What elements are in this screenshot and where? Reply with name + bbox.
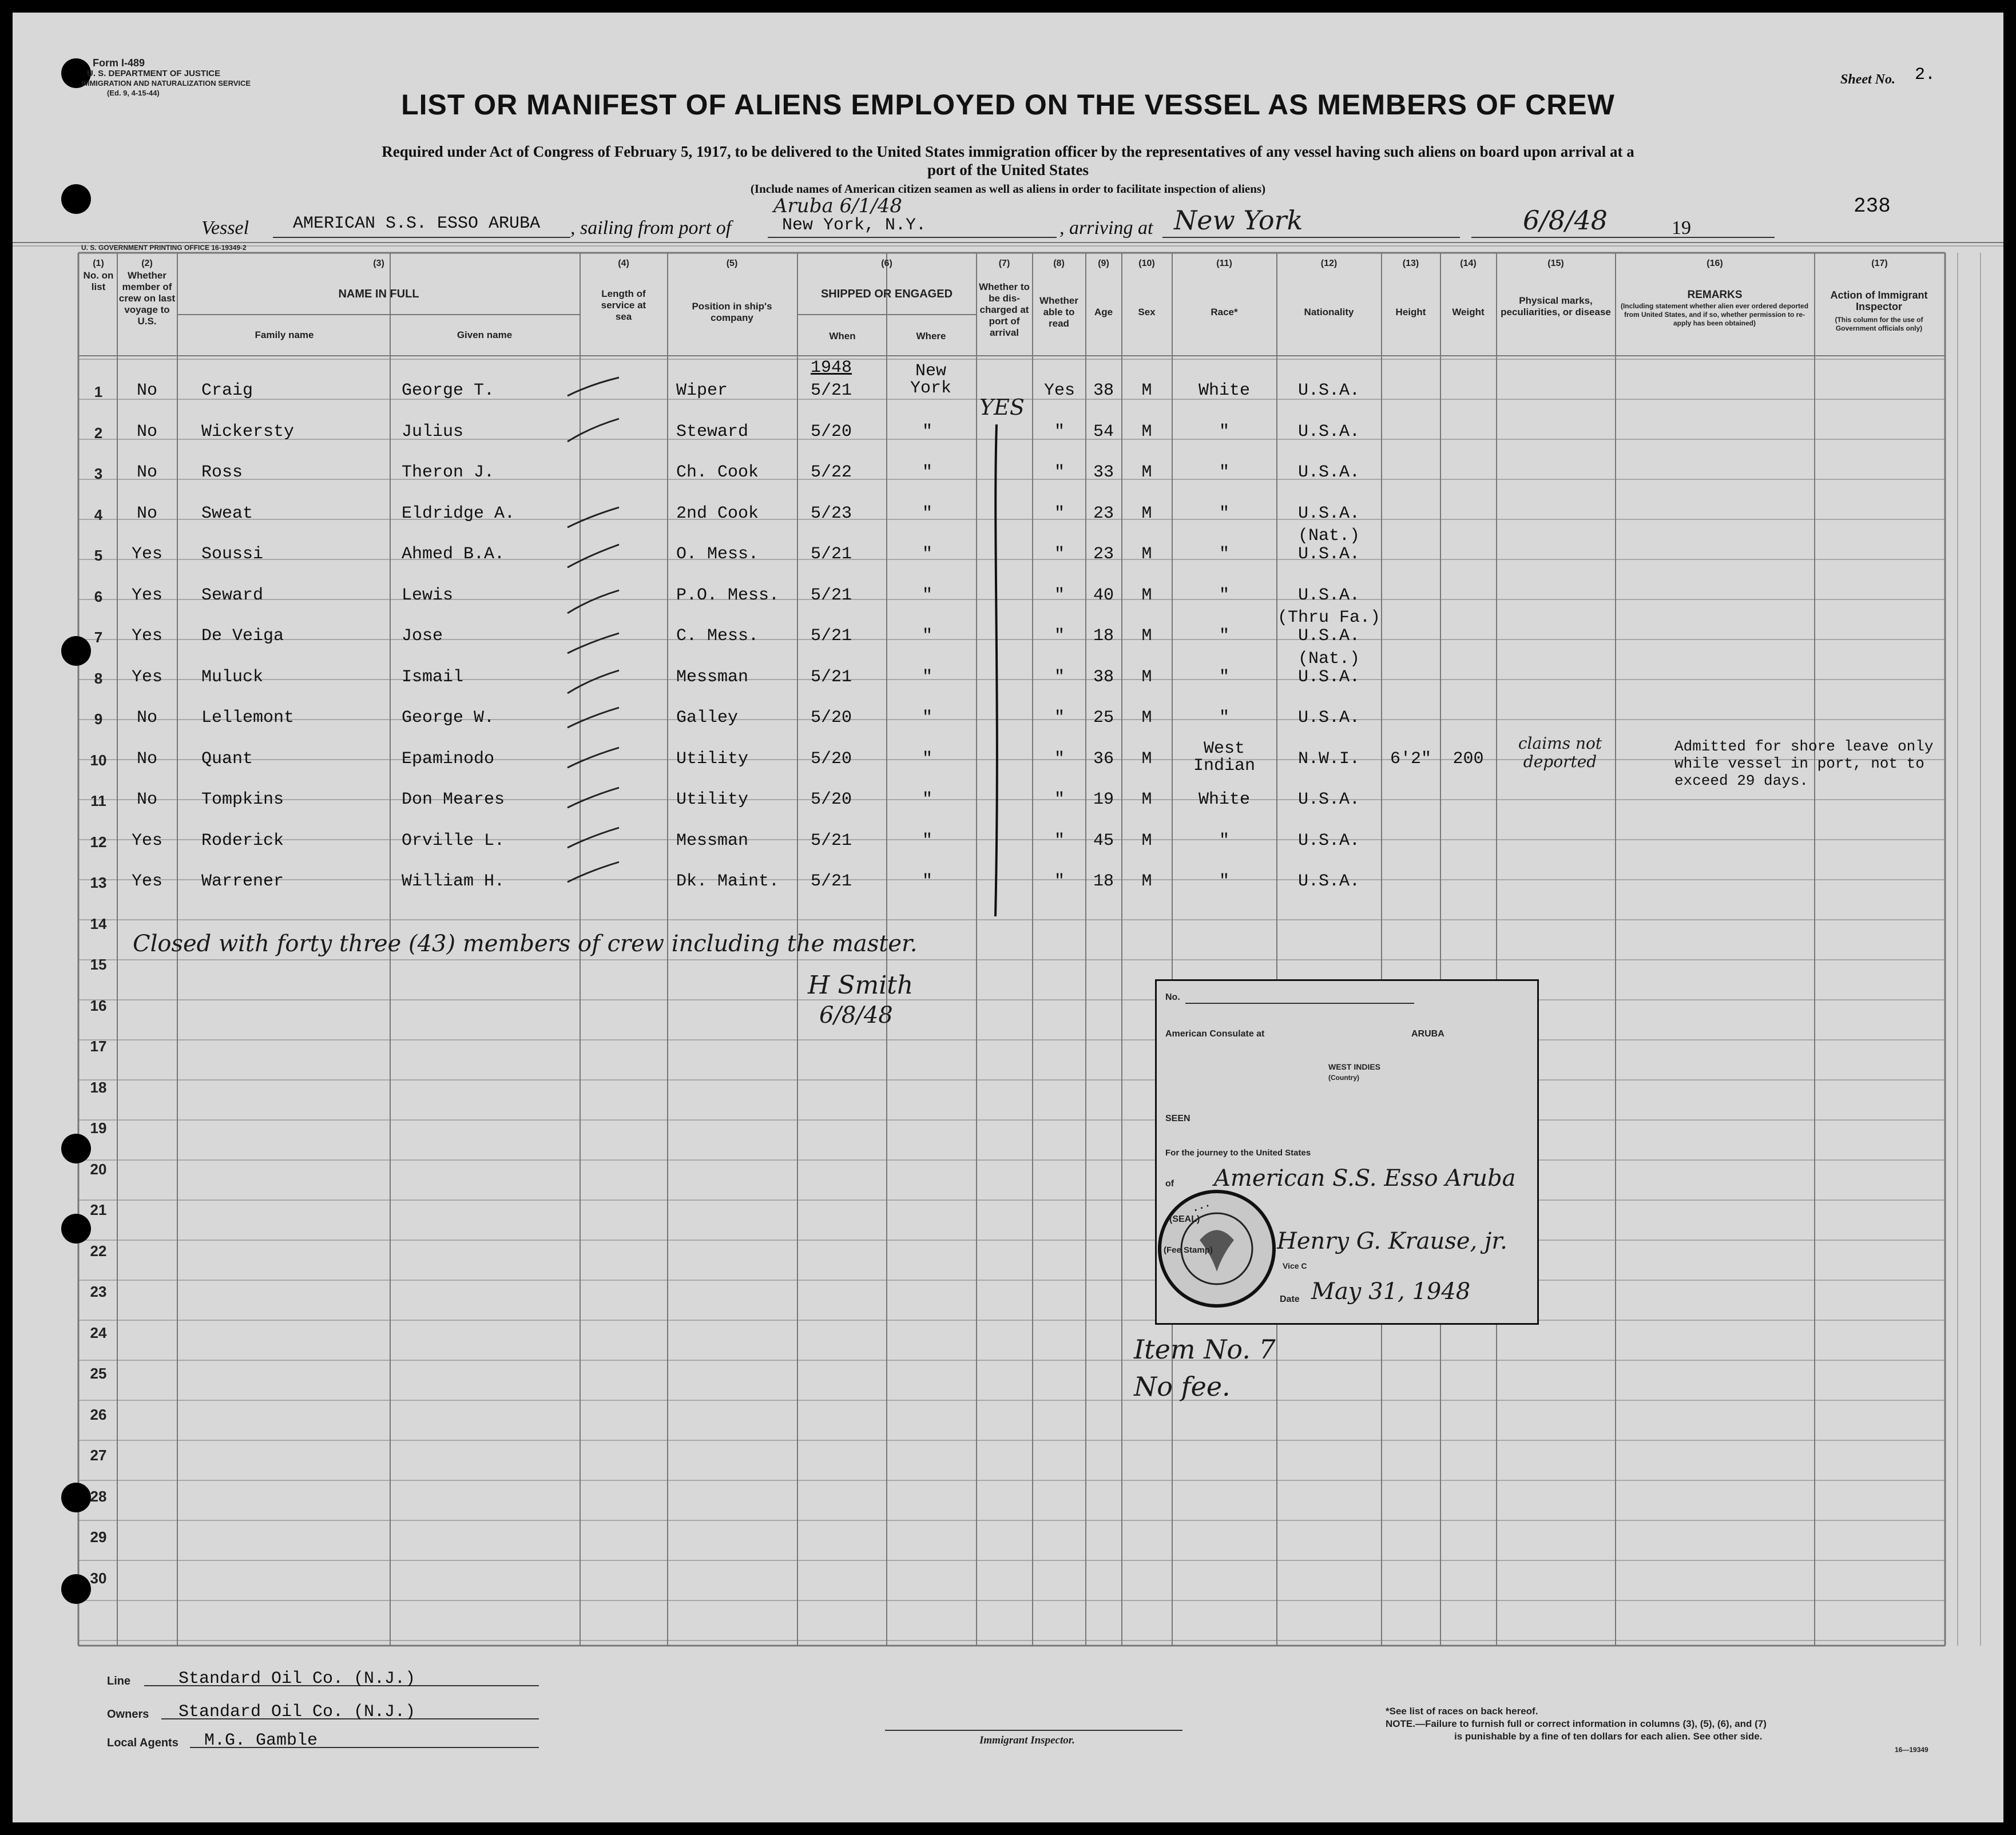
discharged-entry: YES: [979, 395, 1025, 420]
crew-no-4: 4: [94, 506, 103, 523]
row-number-27: 27: [90, 1447, 107, 1464]
crew-position-8: Messman: [676, 667, 749, 687]
subtitle-3: (Include names of American citizen seamen as well as aliens in order to facilitate inspection of aliens): [750, 182, 1266, 196]
footer-inspector-label: Immigrant Inspector.: [979, 1734, 1075, 1746]
crew-when-1: 5/21: [811, 381, 852, 400]
col-num-13: (13): [1402, 259, 1419, 268]
crew-last-13: Yes: [131, 872, 162, 891]
crew-where-ditto-7: ": [922, 626, 933, 646]
crew-race-12: ": [1219, 831, 1229, 851]
crew-given-2: Julius: [402, 422, 464, 442]
crew-race-11: White: [1198, 790, 1250, 809]
row-number-25: 25: [90, 1365, 107, 1382]
crew-when-2: 5/20: [811, 422, 852, 442]
col-head-name: NAME IN FULL: [338, 288, 419, 300]
crew-age-12: 45: [1093, 831, 1114, 851]
crew-nationality-5: U.S.A.: [1297, 545, 1360, 564]
stamp-seal-label: (SEAL): [1169, 1214, 1200, 1224]
crew-sex-4: M: [1141, 503, 1152, 523]
crew-last-7: Yes: [131, 626, 162, 646]
sailing-port: New York, N.Y.: [782, 216, 927, 235]
crew-where-ditto-5: ": [922, 545, 933, 564]
crew-position-7: C. Mess.: [676, 626, 759, 646]
crew-sex-6: M: [1141, 585, 1152, 605]
crew-where-ditto-4: ": [922, 503, 933, 523]
crew-nationality-4: U.S.A.: [1297, 503, 1360, 523]
manifest-sheet: [13, 13, 2003, 1822]
crew-family-11: Tompkins: [201, 790, 284, 809]
crew-family-4: Sweat: [201, 503, 253, 523]
footer-line-label: Line: [107, 1675, 131, 1687]
subtitle-2: port of the United States: [927, 161, 1089, 178]
crew-read-12: ": [1054, 831, 1065, 851]
stamp-country-label: (Country): [1328, 1074, 1359, 1082]
date-underline: [1471, 237, 1775, 238]
crew-nationality-12: U.S.A.: [1297, 831, 1360, 851]
col-head-discharged: Whether to be dis-charged at port of arrival: [979, 281, 1030, 338]
stamp-fee-label: (Fee Stamp): [1164, 1245, 1213, 1255]
page-number: 238: [1854, 194, 1891, 218]
crew-nat-note-8: (Nat.): [1297, 649, 1360, 669]
crew-given-12: Orville L.: [402, 831, 505, 851]
footer-agents-label: Local Agents: [107, 1737, 178, 1749]
stamp-journey: For the journey to the United States: [1165, 1148, 1311, 1158]
crew-sex-10: M: [1141, 749, 1152, 769]
crew-family-2: Wickersty: [201, 422, 295, 442]
stamp-vice-label: Vice C: [1283, 1261, 1307, 1270]
remarks-row-10: Admitted for shore leave only while vessel in port, not to exceed 29 days.: [1674, 738, 1934, 789]
col-head-nationality: Nationality: [1304, 307, 1354, 317]
row-number-14: 14: [90, 915, 107, 932]
crew-when-3: 5/22: [811, 463, 852, 482]
crew-position-3: Ch. Cook: [676, 463, 759, 482]
footer-races-note: *See list of races on back hereof.: [1386, 1706, 1538, 1717]
sailing-underline: [768, 237, 1057, 238]
where-entry: New York: [910, 362, 951, 398]
crew-nationality-13: U.S.A.: [1297, 872, 1360, 891]
crew-where-ditto-12: ": [922, 831, 933, 851]
printing-office: U. S. GOVERNMENT PRINTING OFFICE 16-19349-2: [81, 244, 247, 252]
col-num-2: (2): [141, 259, 153, 268]
crew-nationality-10: N.W.I.: [1297, 749, 1360, 769]
crew-given-4: Eldridge A.: [402, 503, 515, 523]
vessel-label: Vessel: [201, 217, 249, 239]
stamp-of-label: of: [1165, 1179, 1174, 1189]
row-number-16: 16: [90, 996, 107, 1014]
crew-last-5: Yes: [131, 545, 162, 564]
crew-no-5: 5: [94, 547, 103, 564]
stamp-seen: SEEN: [1165, 1114, 1190, 1123]
crew-read-9: ": [1054, 708, 1065, 728]
physical-marks-row-10: claims not deported: [1518, 734, 1602, 771]
crew-no-3: 3: [94, 465, 103, 482]
footer-note-2: is punishable by a fine of ten dollars for each alien. See other side.: [1454, 1731, 1763, 1742]
col-num-15: (15): [1547, 259, 1564, 268]
crew-where-ditto-11: ": [922, 790, 933, 809]
footer-agents-value: M.G. Gamble: [204, 1731, 318, 1750]
crew-where-ditto-9: ": [922, 708, 933, 728]
page-title: LIST OR MANIFEST OF ALIENS EMPLOYED ON THE VESSEL AS MEMBERS OF CREW: [401, 89, 1615, 121]
crew-given-3: Theron J.: [402, 463, 495, 482]
crew-no-7: 7: [94, 629, 103, 646]
row-number-20: 20: [90, 1160, 107, 1178]
crew-position-11: Utility: [676, 790, 749, 809]
crew-family-3: Ross: [201, 463, 243, 482]
col-num-16: (16): [1707, 259, 1723, 268]
sheet-number: 2.: [1915, 65, 1936, 85]
footer-code: 16—19349: [1895, 1746, 1928, 1754]
crew-race-8: ": [1219, 667, 1229, 687]
col-head-race: Race*: [1211, 307, 1238, 317]
crew-given-11: Don Meares: [402, 790, 505, 809]
col-head-age: Age: [1094, 307, 1113, 317]
department: U. S. DEPARTMENT OF JUSTICE: [87, 69, 221, 78]
crew-sex-7: M: [1141, 626, 1152, 646]
row-number-22: 22: [90, 1242, 107, 1260]
sheet-label: Sheet No.: [1840, 72, 1895, 87]
crew-last-6: Yes: [131, 585, 162, 605]
crew-last-10: No: [136, 749, 157, 769]
crew-nat-note-5: (Nat.): [1297, 526, 1360, 546]
crew-age-11: 19: [1093, 790, 1114, 809]
col-num-17: (17): [1871, 259, 1888, 268]
crew-family-13: Warrener: [201, 872, 284, 891]
crew-no-11: 11: [90, 792, 106, 809]
crew-age-9: 25: [1093, 708, 1114, 728]
crew-last-12: Yes: [131, 831, 162, 851]
subtitle-1: Required under Act of Congress of February 5, 1917, to be delivered to the United States immigration officer by the representatives of any vessel having such aliens on board upon arrival at a: [382, 143, 1634, 160]
col-head-physical: Physical marks, peculiarities, or disease: [1501, 295, 1611, 317]
crew-sex-8: M: [1141, 667, 1152, 687]
col-num-9: (9): [1098, 259, 1109, 268]
row-number-23: 23: [90, 1283, 107, 1300]
col-head-weight: Weight: [1452, 307, 1485, 317]
arriving-port: New York: [1174, 205, 1303, 236]
crew-age-6: 40: [1093, 585, 1114, 605]
crew-position-4: 2nd Cook: [676, 503, 759, 523]
col-num-11: (11): [1216, 259, 1232, 268]
footer-note-1: NOTE.—Failure to furnish full or correct information in columns (3), (5), (6), and (7): [1386, 1718, 1767, 1729]
crew-race-9: ": [1219, 708, 1229, 728]
arriving-underline: [1162, 237, 1460, 238]
crew-nationality-8: U.S.A.: [1297, 667, 1360, 687]
col-num-4: (4): [618, 259, 629, 268]
crew-last-8: Yes: [131, 667, 162, 687]
crew-when-9: 5/20: [811, 708, 852, 728]
crew-no-13: 13: [90, 874, 107, 891]
crew-no-6: 6: [94, 587, 103, 605]
crew-race-13: ": [1219, 872, 1229, 891]
crew-no-8: 8: [94, 669, 103, 687]
crew-given-9: George W.: [402, 708, 495, 728]
handnote-fee: No fee.: [1134, 1371, 1231, 1402]
col-head-length-service: Length of service at sea: [601, 288, 646, 322]
crew-family-7: De Veiga: [201, 626, 284, 646]
sailing-label: , sailing from port of: [570, 217, 732, 239]
crew-sex-2: M: [1141, 422, 1152, 442]
crew-read-13: ": [1054, 872, 1065, 891]
crew-age-2: 54: [1093, 422, 1114, 442]
crew-where-ditto-2: ": [922, 422, 933, 442]
crew-age-1: 38: [1093, 381, 1114, 400]
col-num-8: (8): [1053, 259, 1065, 268]
edition: (Ed. 9, 4-15-44): [107, 89, 160, 97]
crew-sex-1: M: [1141, 381, 1152, 400]
crew-age-13: 18: [1093, 872, 1114, 891]
crew-given-8: Ismail: [402, 667, 464, 687]
crew-family-10: Quant: [201, 749, 253, 769]
crew-age-10: 36: [1093, 749, 1114, 769]
col-num-7: (7): [998, 259, 1010, 268]
crew-last-4: No: [136, 503, 157, 523]
crew-when-4: 5/23: [811, 503, 852, 523]
row-number-18: 18: [90, 1078, 107, 1096]
service-check-marks: [562, 373, 630, 888]
row-number-17: 17: [90, 1038, 107, 1055]
crew-family-9: Lellemont: [201, 708, 295, 728]
crew-no-10: 10: [90, 751, 107, 769]
crew-race-3: ": [1219, 463, 1229, 482]
crew-where-ditto-8: ": [922, 667, 933, 687]
col-head-position: Position in ship's company: [692, 301, 772, 323]
crew-weight-10: 200: [1453, 749, 1484, 769]
crew-read-5: ": [1054, 545, 1065, 564]
crew-last-9: No: [136, 708, 157, 728]
row-number-19: 19: [90, 1119, 107, 1137]
row-number-24: 24: [90, 1324, 107, 1341]
col-num-3: (3): [373, 259, 384, 268]
stamp-consulate-place: ARUBA: [1411, 1029, 1444, 1039]
handnote-item: Item No. 7: [1134, 1334, 1276, 1365]
col-head-given-name: Given name: [457, 329, 513, 340]
col-head-shipped: SHIPPED OR ENGAGED: [820, 288, 953, 300]
crew-height-10: 6'2": [1390, 749, 1431, 769]
crew-last-2: No: [136, 422, 157, 442]
crew-position-2: Steward: [676, 422, 749, 442]
col-head-remarks: REMARKS: [1687, 289, 1743, 301]
crew-race-2: ": [1219, 422, 1229, 442]
crew-nat-note-7: (Thru Fa.): [1277, 608, 1381, 627]
crew-race-10: West Indian: [1193, 738, 1256, 776]
crew-given-7: Jose: [402, 626, 443, 646]
crew-nationality-6: U.S.A.: [1297, 585, 1360, 605]
crew-where-ditto-10: ": [922, 749, 933, 769]
closing-signature: H Smith: [808, 971, 914, 1000]
crew-read-8: ": [1054, 667, 1065, 687]
col-head-family-name: Family name: [255, 329, 314, 340]
col-num-6: (6): [881, 259, 892, 268]
crew-race-1: White: [1198, 381, 1250, 400]
crew-given-10: Epaminodo: [402, 749, 495, 769]
year-label: 19: [1672, 217, 1691, 239]
col-head-where: Where: [916, 331, 946, 341]
vessel-underline: [273, 237, 570, 238]
crew-age-5: 23: [1093, 545, 1114, 564]
stamp-date-handwritten: May 31, 1948: [1311, 1278, 1471, 1305]
crew-age-8: 38: [1093, 667, 1114, 687]
footer-owners-value: Standard Oil Co. (N.J.): [178, 1702, 416, 1722]
footer-line-value: Standard Oil Co. (N.J.): [178, 1669, 416, 1689]
crew-nationality-9: U.S.A.: [1297, 708, 1360, 728]
year-entry: 1948: [811, 358, 852, 378]
crew-nationality-11: U.S.A.: [1297, 790, 1360, 809]
crew-read-3: ": [1054, 463, 1065, 482]
col-head-action: Action of Immigrant Inspector: [1830, 289, 1928, 312]
crew-sex-5: M: [1141, 545, 1152, 564]
row-number-21: 21: [90, 1201, 107, 1218]
row-number-29: 29: [90, 1528, 107, 1546]
crew-when-6: 5/21: [811, 585, 852, 605]
stamp-vessel-handwritten: American S.S. Esso Aruba: [1214, 1165, 1516, 1191]
crew-position-5: O. Mess.: [676, 545, 759, 564]
arriving-label: , arriving at: [1059, 217, 1153, 239]
crew-nationality-1: U.S.A.: [1297, 381, 1360, 400]
crew-when-7: 5/21: [811, 626, 852, 646]
crew-race-5: ": [1219, 545, 1229, 564]
stamp-signature: Henry G. Krause, jr.: [1277, 1228, 1507, 1254]
crew-race-4: ": [1219, 503, 1229, 523]
stamp-no-label: No.: [1165, 992, 1180, 1002]
row-number-15: 15: [90, 956, 107, 973]
col-head-last-voyage: Whether member of crew on last voyage to U.S.: [118, 270, 176, 327]
crew-last-1: No: [136, 381, 157, 400]
footer-owners-label: Owners: [107, 1708, 149, 1721]
crew-family-12: Roderick: [201, 831, 284, 851]
col-head-height: Height: [1395, 307, 1426, 317]
crew-position-1: Wiper: [676, 381, 728, 400]
crew-sex-13: M: [1141, 872, 1152, 891]
service: IMMIGRATION AND NATURALIZATION SERVICE: [81, 79, 251, 88]
col-num-14: (14): [1460, 259, 1477, 268]
crew-sex-9: M: [1141, 708, 1152, 728]
crew-read-4: ": [1054, 503, 1065, 523]
col-head-read: Whether able to read: [1039, 295, 1078, 329]
crew-read-7: ": [1054, 626, 1065, 646]
crew-when-8: 5/21: [811, 667, 852, 687]
svg-text:· · ·: · · ·: [1192, 1199, 1212, 1216]
crew-family-6: Seward: [201, 585, 264, 605]
crew-position-10: Utility: [676, 749, 749, 769]
stamp-consulate-label: American Consulate at: [1165, 1029, 1265, 1039]
consulate-stamp: [1155, 979, 1539, 1325]
sailing-handwritten: Aruba 6/1/48: [773, 194, 902, 217]
col-num-1: (1): [93, 259, 104, 268]
crew-given-1: George T.: [402, 381, 495, 400]
form-number: Form I-489: [93, 57, 145, 69]
closing-date: 6/8/48: [819, 1002, 893, 1028]
crew-position-12: Messman: [676, 831, 749, 851]
stamp-date-label: Date: [1280, 1294, 1300, 1304]
crew-when-10: 5/20: [811, 749, 852, 769]
col-num-5: (5): [726, 259, 738, 268]
crew-when-13: 5/21: [811, 872, 852, 891]
crew-no-1: 1: [94, 383, 103, 400]
row-number-30: 30: [90, 1569, 107, 1587]
row-number-26: 26: [90, 1405, 107, 1423]
col-num-10: (10): [1138, 259, 1155, 268]
col-head-no-on-list: No. on list: [83, 270, 114, 292]
crew-last-11: No: [136, 790, 157, 809]
crew-family-8: Muluck: [201, 667, 264, 687]
crew-read-6: ": [1054, 585, 1065, 605]
col-head-sex: Sex: [1138, 307, 1156, 317]
crew-position-9: Galley: [676, 708, 739, 728]
row-number-28: 28: [90, 1487, 107, 1505]
closing-note: Closed with forty three (43) members of crew including the master.: [133, 931, 918, 957]
crew-age-3: 33: [1093, 463, 1114, 482]
crew-given-13: William H.: [402, 872, 505, 891]
crew-read-10: ": [1054, 749, 1065, 769]
crew-nationality-2: U.S.A.: [1297, 422, 1360, 442]
crew-when-11: 5/20: [811, 790, 852, 809]
crew-family-1: Craig: [201, 381, 253, 400]
crew-when-12: 5/21: [811, 831, 852, 851]
crew-no-9: 9: [94, 710, 103, 728]
stamp-country: WEST INDIES: [1328, 1062, 1381, 1071]
crew-race-7: ": [1219, 626, 1229, 646]
punch-hole: [61, 1134, 91, 1163]
crew-no-12: 12: [90, 833, 107, 851]
col-head-when: When: [829, 331, 856, 341]
crew-read-2: ": [1054, 422, 1065, 442]
crew-age-4: 23: [1093, 503, 1114, 523]
crew-sex-3: M: [1141, 463, 1152, 482]
crew-sex-12: M: [1141, 831, 1152, 851]
crew-nationality-3: U.S.A.: [1297, 463, 1360, 482]
crew-no-2: 2: [94, 424, 103, 442]
crew-where-ditto-6: ": [922, 585, 933, 605]
col-head-remarks-note: (Including statement whether alien ever ordered deported from United States, and if so, whether permission to re-apply has been obtained): [1620, 302, 1809, 327]
crew-read-1: Yes: [1043, 381, 1075, 400]
arrival-date: 6/8/48: [1523, 205, 1608, 236]
crew-where-ditto-13: ": [922, 872, 933, 891]
col-head-action-note: (This column for the use of Government officials only): [1835, 316, 1923, 332]
crew-family-5: Soussi: [201, 545, 264, 564]
crew-sex-11: M: [1141, 790, 1152, 809]
crew-given-6: Lewis: [402, 585, 454, 605]
crew-last-3: No: [136, 463, 157, 482]
crew-given-5: Ahmed B.A.: [402, 545, 505, 564]
crew-position-13: Dk. Maint.: [676, 872, 780, 891]
crew-read-11: ": [1054, 790, 1065, 809]
crew-nationality-7: U.S.A.: [1297, 626, 1360, 646]
crew-when-5: 5/21: [811, 545, 852, 564]
col-num-12: (12): [1320, 259, 1338, 268]
vessel-name: AMERICAN S.S. ESSO ARUBA: [293, 214, 541, 233]
crew-where-ditto-3: ": [922, 463, 933, 482]
crew-race-6: ": [1219, 585, 1229, 605]
discharged-ditto-line: [985, 419, 1008, 922]
crew-age-7: 18: [1093, 626, 1114, 646]
crew-position-6: P.O. Mess.: [676, 585, 780, 605]
